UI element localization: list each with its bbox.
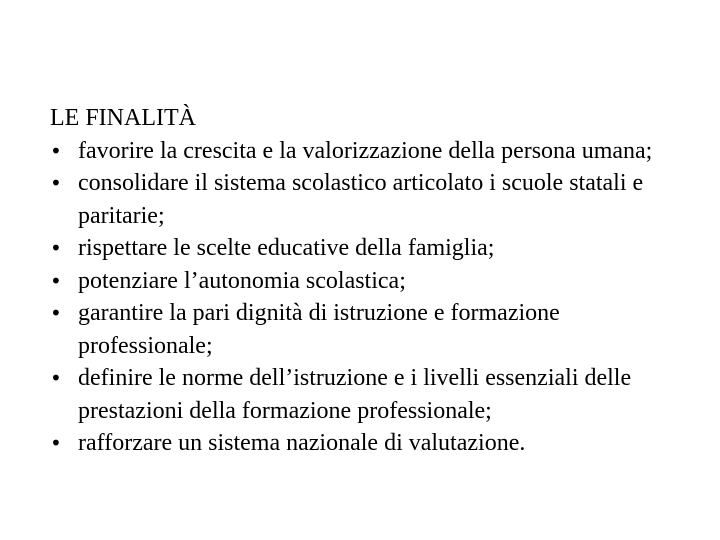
bullet-icon: • [50, 431, 62, 455]
list-item [50, 265, 690, 298]
bullet-icon: • [50, 268, 62, 293]
list-item-text: rispettare le scelte educative della famiglia; [78, 235, 495, 261]
list-item-text: garantire la pari dignità di istruzione e formazione professionale; [78, 300, 560, 359]
list-item-text: rafforzare un sistema nazionale di valutazione. [78, 430, 526, 456]
list-item-text: consolidare il sistema scolastico articolato i scuole statali e paritarie; [78, 170, 644, 229]
slide-body [50, 102, 690, 460]
bullet-icon: • [50, 301, 62, 325]
list-item [50, 427, 690, 460]
list-item-text: potenziare l’autonomia scolastica; [78, 267, 406, 294]
list-item [50, 362, 690, 427]
bullet-icon: • [50, 236, 62, 260]
finalita-list [50, 135, 690, 460]
list-item [50, 135, 690, 168]
list-item [50, 297, 690, 362]
list-item [50, 167, 690, 232]
list-item [50, 232, 690, 265]
list-item-text: favorire la crescita e la valorizzazione della persona umana; [78, 137, 653, 164]
bullet-icon: • [50, 171, 62, 195]
list-item-text: definire le norme dell’istruzione e i livelli essenziali delle prestazioni della formazione professionale; [78, 365, 632, 424]
bullet-icon: • [50, 366, 62, 390]
bullet-icon: • [50, 138, 62, 163]
slide-heading: LE FINALITÀ [50, 105, 196, 131]
